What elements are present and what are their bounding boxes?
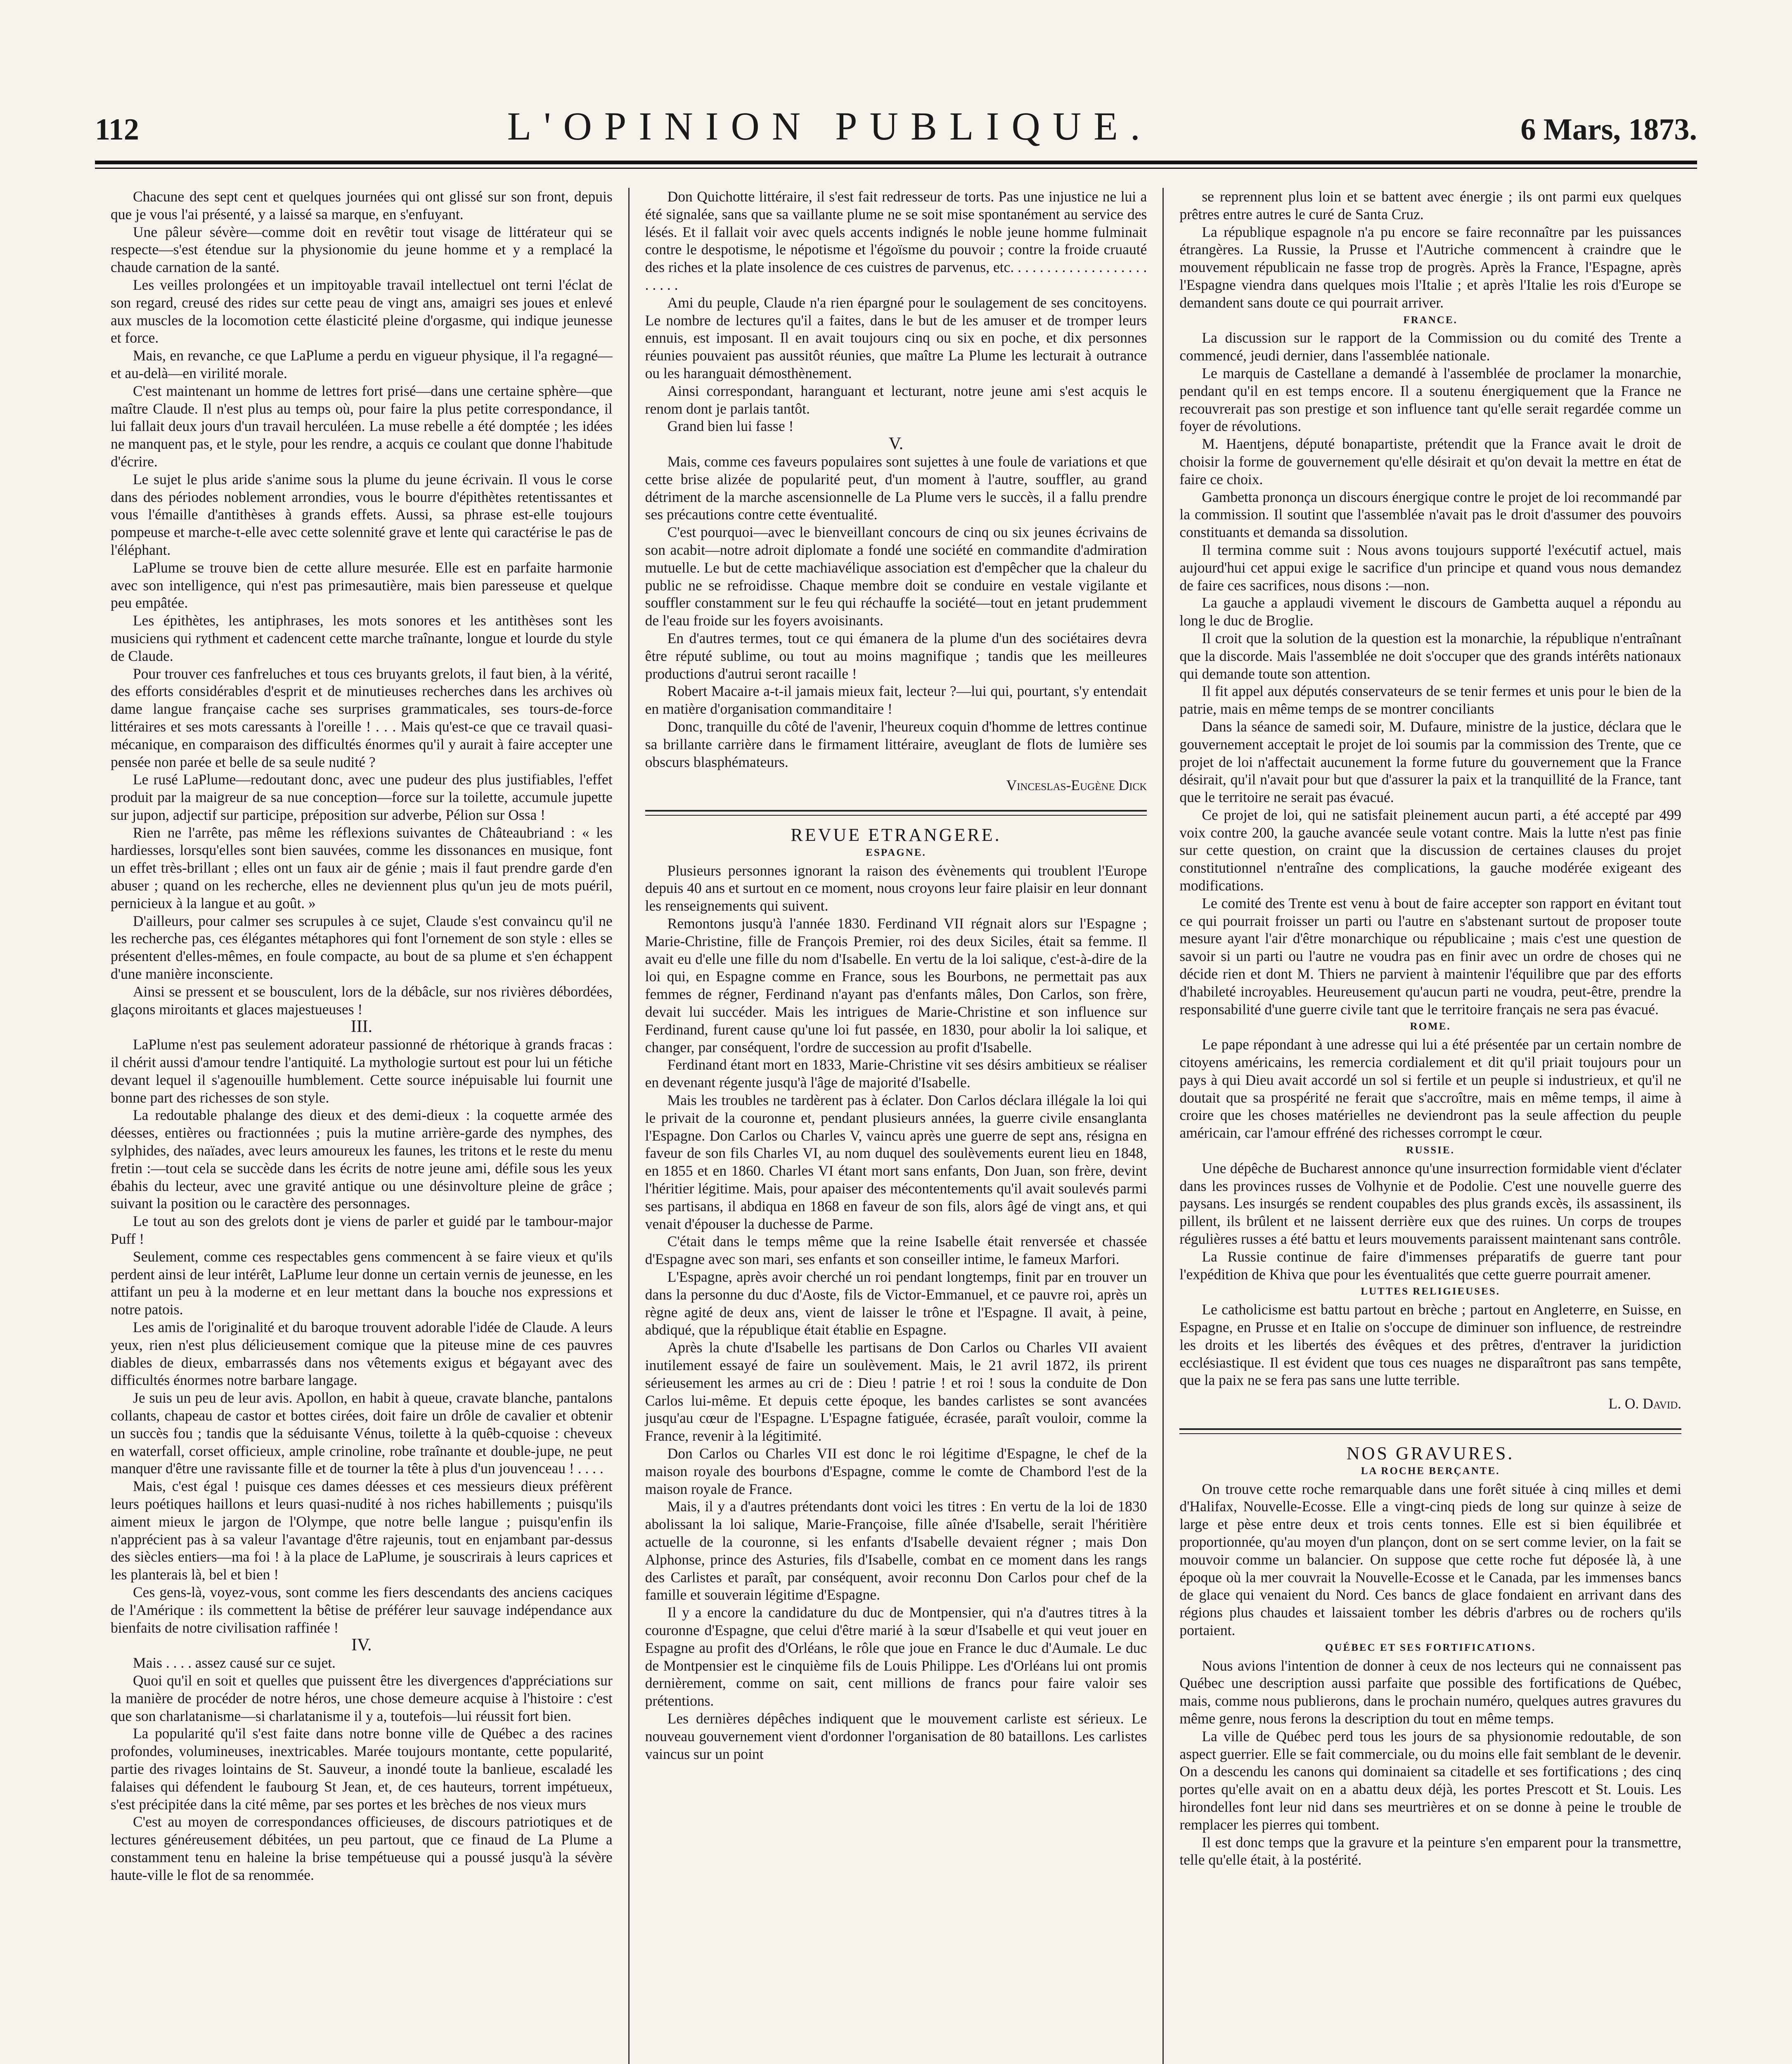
paragraph: Robert Macaire a-t-il jamais mieux fait, lecteur ?—lui qui, pourtant, s'y entendait en matière d'organisation commanditaire ! <box>645 683 1147 717</box>
section-number: III. <box>350 1017 373 1037</box>
paragraph: Rien ne l'arrête, pas même les réflexions suivantes de Châteaubriand : « les hardiesses, lorsqu'elles sont bien sauvées, comme les dissonances en musique, font un effet très-brillant ; elles ont un faux air de génie ; mais il faut prendre garde d'en abuser ; quand on les recherche, elles ne deviennent plus qu'un jeu de mots puéril, pernicieux à la langue et au goût. » <box>111 824 613 911</box>
paragraph: Seulement, comme ces respectables gens commencent à se faire vieux et qu'ils perdent ainsi de leur intérêt, LaPlume leur donne un certain vernis de jeunesse, en les attifant un peu à la moderne et en leur mettant dans la bouche nos expressions et notre patois. <box>111 1248 613 1318</box>
paragraph: La ville de Québec perd tous les jours de sa physionomie redoutable, de son aspect guerrier. Elle se fait commerciale, ou du moins elle fait semblant de le devenir. On a descendu les canons qui dominaient sa citadelle et ses fortifications ; des cinq portes qu'elle avait on en a abattu deux déjà, les portes Prescott et St. Louis. Les hirondelles font leur nid dans ses meurtrières et on se donne à peine le trouble de remplacer les pierres qui tombent. <box>1179 1728 1682 1833</box>
issue-date: 6 Mars, 1873. <box>1520 113 1697 147</box>
paragraph: Mais, il y a d'autres prétendants dont voici les titres : En vertu de la loi de 1830 abolissant la loi salique, Marie-Françoise, fille aînée d'Isabelle, serait l'héritière actuelle de la couronne, si les enfants d'Isabelle devaient régner ; mais Don Alphonse, prince des Asturies, fils d'Isabelle, combat en ce moment dans les rangs des Carlistes et paraît, par conséquent, avoir reconnu Don Carlos pour chef de la famille et souverain légitime d'Espagne. <box>645 1498 1147 1603</box>
section-heading: REVUE ETRANGERE. <box>791 825 1001 845</box>
paragraph: La redoutable phalange des dieux et des demi-dieux : la coquette armée des déesses, entières ou fractionnées ; puis la mutine arrière-garde des nymphes, des sylphides, des naïades, avec leurs amoureux les faunes, les tritons et le reste du menu fretin :—tout cela se succède dans les écrits de notre jeune ami, défile sous les yeux ébahis du lecteur, avec une gravité antique ou une désinvolture pleine de grâce ; suivant la position ou le caractère des personnages. <box>111 1107 613 1212</box>
paragraph: Nous avions l'intention de donner à ceux de nos lecteurs qui ne connaissent pas Québec une description aussi parfaite que possible des fortifications de Québec, mais, comme nous publierons, dans le prochain numéro, quelques autres gravures du même genre, nous ferons la description du tout en même temps. <box>1179 1657 1682 1727</box>
paragraph: Les épithètes, les antiphrases, les mots sonores et les antithèses sont les musiciens qui rythment et cadencent cette marche traînante, longue et lourde du style de Claude. <box>111 612 613 664</box>
paragraph: Les amis de l'originalité et du baroque trouvent adorable l'idée de Claude. A leurs yeux, rien n'est plus délicieusement comique que la piteuse mine de ces pauvres diables de dieux, embarrassés dans nos vêtements exigus et bégayant avec des difficultés énormes notre barbare langage. <box>111 1319 613 1389</box>
masthead-title: L'OPINION PUBLIQUE. <box>507 104 1153 148</box>
paragraph: C'est au moyen de correspondances officieuses, de discours patriotiques et de lectures généreusement débitées, un peu partout, que ce finaud de La Plume a constamment tenu en haleine la brise tempétueuse qui a poussé jusqu'à la sévère haute-ville le flot de sa renommée. <box>111 1813 613 1883</box>
paragraph: Il termina comme suit : Nous avons toujours supporté l'exécutif actuel, mais aujourd'hui cet appui exige le sacrifice d'un principe et quand vous nous demandez de faire ces sacrifices, nous disons :—non. <box>1179 541 1682 594</box>
paragraph: Plusieurs personnes ignorant la raison des évènements qui troublent l'Europe depuis 40 ans et surtout en ce moment, nous croyons leur faire plaisir en leur donnant les renseignements qui suivent. <box>645 862 1147 914</box>
paragraph: La république espagnole n'a pu encore se faire reconnaître par les puissances étrangères. La Russie, la Prusse et l'Autriche commencent à craindre que le mouvement républicain ne fasse trop de progrès. Après la France, l'Espagne, après l'Espagne viendra dans quelques mois l'Italie ; et après l'Italie les rois d'Europe se demandent sans doute ce qui pourrait arriver. <box>1179 223 1682 311</box>
paragraph: Il croit que la solution de la question est la monarchie, la république n'entraînant que la discorde. Mais l'assemblée ne doit s'occuper que des grands intérêts nationaux qui demande toute son attention. <box>1179 630 1682 682</box>
paragraph: Il y a encore la candidature du duc de Montpensier, qui n'a d'autres titres à la couronne d'Espagne, que celui d'être marié à la sœur d'Isabelle et qui veut jouer en Espagne au profit des d'Orléans, le rôle que joue en France le duc d'Aumale. Le duc de Montpensier est le cinquième fils de Louis Philippe. Les d'Orléans lui ont promis dernièrement, comme on sait, cent millions de francs pour faire valoir ses prétentions. <box>645 1604 1147 1709</box>
paragraph: D'ailleurs, pour calmer ses scrupules à ce sujet, Claude s'est convaincu qu'il ne les recherche pas, ces élégantes métaphores qui font l'ornement de son style : elles se présentent d'elles-mêmes, en foule compacte, au bout de sa plume et s'en échappent d'une manière inconsciente. <box>111 912 613 982</box>
paragraph: Une pâleur sévère—comme doit en revêtir tout visage de littérateur qui se respecte—s'est étendue sur la physionomie du jeune homme et y a remplacé la chaude carnation de la santé. <box>111 223 613 276</box>
paragraph: Une dépêche de Bucharest annonce qu'une insurrection formidable vient d'éclater dans les provinces russes de Volhynie et de Podolie. C'est une nouvelle guerre des paysans. Les insurgés se rendent coupables des plus grands excès, ils assassinent, ils pillent, ils brûlent et ne laissent derrière eux que des ruines. Un corps de troupes régulières russes a été battu et leurs mouvements paraissent maintenant sans contrôle. <box>1179 1160 1682 1247</box>
subsection-heading: ROME. <box>1410 1021 1451 1032</box>
paragraph: LaPlume se trouve bien de cette allure mesurée. Elle est en parfaite harmonie avec son intelligence, qui n'est pas primesautière, mais bien paresseuse et quelque peu empâtée. <box>111 559 613 611</box>
paragraph: Le comité des Trente est venu à bout de faire accepter son rapport en évitant tout ce qui pourrait froisser un parti ou l'autre en s'abstenant surtout de proposer toute mesure ayant l'air d'être monarchique ou républicaine ; mais c'est une question de savoir si un parti ou l'autre ne voudra pas en finir avec un ordre de choses qui ne décide rien et dont M. Thiers ne parvient à maintenir l'équilibre que par des efforts d'habileté incroyables. Heureusement qu'aucun parti ne voudra, peut-être, prendre la responsabilité d'une guerre civile tant que le territoire français ne sera pas évacué. <box>1179 895 1682 1018</box>
section-heading: NOS GRAVURES. <box>1346 1443 1515 1463</box>
section-divider <box>1179 1428 1681 1434</box>
column-1 <box>95 188 628 2064</box>
column-2 <box>628 188 1163 2064</box>
header-rule <box>95 161 1697 164</box>
subsection-heading: LUTTES RELIGIEUSES. <box>1361 1286 1501 1297</box>
paragraph: Le rusé LaPlume—redoutant donc, avec une pudeur des plus justifiables, l'effet produit par la maigreur de sa nue conception—force sur la toilette, accumule jupette sur jupon, adjectif sur participe, préposition sur adverbe, Pélion sur Ossa ! <box>111 771 613 823</box>
paragraph: La discussion sur le rapport de la Commission ou du comité des Trente a commencé, jeudi dernier, dans l'assemblée nationale. <box>1179 329 1682 364</box>
paragraph: se reprennent plus loin et se battent avec énergie ; ils ont parmi eux quelques prêtres entre autres le curé de Santa Cruz. <box>1179 188 1682 222</box>
paragraph: LaPlume n'est pas seulement adorateur passionné de rhétorique à grands fracas : il chérit aussi d'amour tendre l'antiquité. La mythologie surtout est pour lui un fétiche devant lequel il s'agenouille humblement. Cette source inépuisable lui fournit une bonne part des richesses de son style. <box>111 1036 613 1106</box>
paragraph: Il est donc temps que la gravure et la peinture s'en emparent pour la transmettre, telle qu'elle était, à la postérité. <box>1179 1834 1682 1868</box>
paragraph: C'était dans le temps même que la reine Isabelle était renversée et chassée d'Espagne avec son mari, ses enfants et son conseiller intime, le fameux Marfori. <box>645 1233 1147 1268</box>
paragraph: La Russie continue de faire d'immenses préparatifs de guerre tant pour l'expédition de Khiva que pour les éventualités que cette guerre pourrait amener. <box>1179 1248 1682 1283</box>
paragraph: La popularité qu'il s'est faite dans notre bonne ville de Québec a des racines profondes, volumineuses, inextricables. Marée toujours montante, cette popularité, partie des rivages lointains de St. Sauveur, a inondé toute la banlieue, escaladé les falaises qui défendent le faubourg St Jean, et, de ces hauteurs, torrent impétueux, s'est précipitée dans la cité même, par ses portes et les brèches de nos vieux murs <box>111 1725 613 1813</box>
paragraph: Il fit appel aux députés conservateurs de se tenir fermes et unis pour le bien de la patrie, mais en même temps de se montrer conciliants <box>1179 683 1682 717</box>
subsection-heading: FRANCE. <box>1403 314 1458 326</box>
author-signature: Vinceslas-Eugène Dick <box>1006 777 1147 794</box>
paragraph: Le tout au son des grelots dont je viens de parler et guidé par le tambour-major Puff ! <box>111 1213 613 1247</box>
paragraph: Le marquis de Castellane a demandé à l'assemblée de proclamer la monarchie, pendant qu'il en est temps encore. Il a soutenu énergiquement que la France ne recouvrerait pas son prestige et son influence tant qu'elle serait regardée comme un foyer de révolutions. <box>1179 365 1682 435</box>
paragraph: L'Espagne, après avoir cherché un roi pendant longtemps, finit par en trouver un dans la personne du duc d'Aoste, fils de Victor-Emmanuel, et ce pauvre roi, après un règne agité de deux ans, vient de laisser le trône et l'Espagne. Il avait, à peine, abdiqué, que la république était établie en Espagne. <box>645 1269 1147 1338</box>
paragraph: Ami du peuple, Claude n'a rien épargné pour le soulagement de ses concitoyens. Le nombre de lectures qu'il a faites, dans le but de les amuser et de tromper leurs ennuis, est imposant. Il en avait toujours cinq ou six en poche, et dix personnes réunies pouvaient pas aussitôt réunies, que maître La Plume les lecturait à outrance ou les haranguait démosthènement. <box>645 294 1147 381</box>
paragraph: Pour trouver ces fanfreluches et tous ces bruyants grelots, il faut bien, à la vérité, des efforts considérables d'esprit et de minutieuses recherches dans les archives où dame langue française cache ses surprises grammaticales, ses tours-de-force littéraires et ses mots caressants à l'oreille ! . . . Mais qu'est-ce que ce travail quasi-mécanique, en comparaison des difficultés énormes qu'il y aurait à faire accepter une pensée non parée et belle de sa seule nudité ? <box>111 665 613 770</box>
paragraph: Mais, comme ces faveurs populaires sont sujettes à une foule de variations et que cette brise alizée de popularité peut, d'un moment à l'autre, souffler, au grand détriment de la marche ascensionnelle de La Plume vers le succès, il a fallu prendre ses précautions contre cette éventualité. <box>645 453 1147 523</box>
paragraph: Grand bien lui fasse ! <box>667 418 794 435</box>
section-number: V. <box>888 434 904 454</box>
paragraph: Ainsi correspondant, haranguant et lecturant, notre jeune ami s'est acquis le renom dont je parlais tantôt. <box>645 382 1147 417</box>
subsection-heading: LA ROCHE BERÇANTE. <box>1361 1465 1500 1477</box>
paragraph: M. Haentjens, député bonapartiste, prétendit que la France avait le droit de choisir la forme de gouvernement qu'elle désirait et qu'on devait la mettre en état de faire ce choix. <box>1179 436 1682 488</box>
paragraph: Donc, tranquille du côté de l'avenir, l'heureux coquin d'homme de lettres continue sa brillante carrière dans le firmament littéraire, aveuglant de flots de lumière ses obscurs blasphémateurs. <box>645 718 1147 770</box>
paragraph: Les dernières dépêches indiquent que le mouvement carliste est sérieux. Le nouveau gouvernement vient d'ordonner l'organisation de 80 bataillons. Les carlistes vaincus sur un point <box>645 1710 1147 1762</box>
paragraph: Les veilles prolongées et un impitoyable travail intellectuel ont terni l'éclat de son regard, creusé des rides sur cette peau de vingt ans, amaigri ses joues et enlevé aux muscles de la locomotion cette élasticité pleine d'orgasme, qui indique jeunesse et force. <box>111 276 613 346</box>
paragraph: Quoi qu'il en soit et quelles que puissent être les divergences d'appréciations sur la manière de procéder de notre héros, une chose demeure acquise à l'histoire : c'est que son charlatanisme—si charlatanisme il y a, toutefois—lui réussit fort bien. <box>111 1672 613 1724</box>
paragraph: Don Carlos ou Charles VII est donc le roi légitime d'Espagne, le chef de la maison royale des bourbons d'Espagne, comme le comte de Chambord l'est de la maison royale de France. <box>645 1445 1147 1497</box>
column-3 <box>1162 188 1697 2064</box>
paragraph: C'est maintenant un homme de lettres fort prisé—dans une certaine sphère—que maître Claude. Il n'est plus au temps où, pour faire la plus petite correspondance, il lui fallait deux jours d'un travail herculéen. La muse rebelle a été domptée ; les idées ne manquent pas, et le style, pour les rendre, a acquis ce coulant que donne l'habitude d'écrire. <box>111 382 613 470</box>
paragraph: Mais, c'est égal ! puisque ces dames déesses et ces messieurs dieux préfèrent leurs poétiques haillons et leurs quasi-nudité à nos riches habillements ; puisqu'ils aiment mieux le jargon de l'Olympe, que notre belle langue ; puisqu'enfin ils n'apprécient pas à sa valeur l'avantage d'être rajeunis, tout en enjambant par-dessus des siècles entiers—ma foi ! à la place de LaPlume, je souscrirais à leurs caprices et les planterais là, bel et bien ! <box>111 1478 613 1583</box>
paragraph: Mais . . . . assez causé sur ce sujet. <box>133 1655 336 1671</box>
paragraph: Après la chute d'Isabelle les partisans de Don Carlos ou Charles VII avaient inutilement essayé de faire un soulèvement. Mais, le 21 avril 1872, ils prirent sérieusement les armes au cri de : Dieu ! patrie ! et roi ! sous la conduite de Don Carlos lui-même. Et depuis cette époque, les bandes carlistes se sont avancées jusqu'au cœur de l'Espagne. L'Espagne fatiguée, écrasée, paraît vouloir, comme la France, revenir à la légitimité. <box>645 1339 1147 1444</box>
author-signature: L. O. David. <box>1608 1395 1682 1412</box>
paragraph: Remontons jusqu'à l'année 1830. Ferdinand VII régnait alors sur l'Espagne ; Marie-Christine, fille de François Premier, roi des deux Siciles, était sa femme. Il avait eu d'elle une fille du nom d'Isabelle. En vertu de la loi salique, c'est-à-dire de la loi qui, en Espagne comme en France, sous les Bourbons, ne permettait pas aux femmes de régner, Ferdinand n'ayant pas d'enfants mâles, Don Carlos, son frère, devait lui succéder. Mais les intrigues de Marie-Christine et son influence sur Ferdinand, furent cause qu'une loi fut passée, en 1830, pour abolir la loi salique, et changer, par conséquent, l'ordre de succession au profit d'Isabelle. <box>645 915 1147 1056</box>
subsection-heading: RUSSIE. <box>1406 1145 1455 1156</box>
paragraph: Ces gens-là, voyez-vous, sont comme les fiers descendants des anciens caciques de l'Amérique : ils commettent la bêtise de préférer leur sauvage indépendance aux bienfaits de notre civilisation raffinée ! <box>111 1584 613 1636</box>
columns <box>95 188 1697 2064</box>
paragraph: Ce projet de loi, qui ne satisfait pleinement aucun parti, a été accepté par 499 voix contre 200, la gauche avancée seule votant contre. Mais la lutte n'est pas finie sur cette question, on craint que la discussion de certaines clauses du projet constitutionnel n'entraîne des complications, la gauche modérée exigeant des modifications. <box>1179 806 1682 894</box>
paragraph: Ainsi se pressent et se bousculent, lors de la débâcle, sur nos rivières débordées, glaçons miroitants et glaces majestueuses ! <box>111 983 613 1018</box>
paragraph: Chacune des sept cent et quelques journées qui ont glissé sur son front, depuis que je vous l'ai présenté, y a laissé sa marque, en s'enfuyant. <box>111 188 613 222</box>
header-rule-thin <box>95 168 1697 169</box>
paragraph: Ferdinand étant mort en 1833, Marie-Christine vit ses désirs ambitieux se réaliser en devenant régente jusqu'à l'âge de majorité d'Isabelle. <box>645 1056 1147 1091</box>
page-header <box>95 103 1697 149</box>
paragraph: Mais les troubles ne tardèrent pas à éclater. Don Carlos déclara illégale la loi qui le privait de la couronne et, pendant plusieurs années, la guerre civile ensanglanta l'Espagne. Don Carlos ou Charles V, vaincu après une guerre de sept ans, résigna en faveur de son fils Charles VI, au nom duquel des soulèvements eurent lieu en 1848, en 1855 et en 1860. Charles VI étant mort sans enfants, Don Juan, son frère, devint l'héritier légitime. Mais, pour apaiser des mécontentements qu'il avait soulevés parmi ses partisans, il abdiqua en 1868 en faveur de son fils, alors âgé de vingt ans, et qui venait d'épouser la duchesse de Parme. <box>645 1092 1147 1232</box>
section-divider <box>645 810 1147 816</box>
paragraph: Don Quichotte littéraire, il s'est fait redresseur de torts. Pas une injustice ne lui a été signalée, sans que sa vaillante plume ne se soit mise spontanément au service des lésés. Et il fallait voir avec quels accents indignés le noble jeune homme fulminait contre le despotisme, le népotisme et l'égoïsme du pouvoir ; contre la froide cruauté des riches et la plate insolence de ces cuistres de parvenus, etc. . . . . . . . . . . . . . . . . . . . . . . . <box>645 188 1147 293</box>
paragraph: Le catholicisme est battu partout en brèche ; partout en Angleterre, en Suisse, en Espagne, en Prusse et en Italie on s'occupe de diminuer son influence, de restreindre les droits et les libertés des évêques et des prêtres, d'entraver la juridiction ecclésiastique. Il est évident que tous ces nuages ne disparaîtront pas sans tempête, que la paix ne se fera pas sans une lutte terrible. <box>1179 1301 1682 1389</box>
paragraph: Mais, en revanche, ce que LaPlume a perdu en vigueur physique, il l'a regagné—et au-delà—en virilité morale. <box>111 347 613 381</box>
paragraph: Le sujet le plus aride s'anime sous la plume du jeune écrivain. Il vous le corse dans des périodes noblement arrondies, vous le bourre d'épithètes retentissantes et vous l'émaille d'antithèses à grands effets. Aussi, sa phrase est-elle toujours pompeuse et marche-t-elle avec cette solennité grave et lente qui caractérise le pas de l'éléphant. <box>111 471 613 558</box>
paragraph: En d'autres termes, tout ce qui émanera de la plume d'un des sociétaires devra être réputé sublime, ou tout au moins magnifique ; tandis que les meilleures productions d'autrui seront racaille ! <box>645 630 1147 682</box>
paragraph: Le pape répondant à une adresse qui lui a été présentée par un certain nombre de citoyens américains, les remercia cordialement et dit qu'il priait toujours pour un pays à qui Dieu avait accordé un sol si fertile et un peuple si industrieux, et qu'il ne doutait que sa prospérité ne ferait que s'accroître, mais en même temps, il aime à croire que les choses matérielles ne deviendront pas la seule affection du peuple américain, car l'amour effréné des richesses corrompt le cœur. <box>1179 1036 1682 1141</box>
page-number: 112 <box>95 113 139 147</box>
paragraph: On trouve cette roche remarquable dans une forêt située à cinq milles et demi d'Halifax, Nouvelle-Ecosse. Elle a vingt-cinq pieds de long sur quinze à seize de large et pèse entre deux et trois cents tonnes. Elle est si bien équilibrée et proportionnée, qu'au moyen d'un plançon, dont on se sert comme levier, on la fait se mouvoir comme un balancier. On suppose que cette roche fut déposée là, à une époque où la mer couvrait la Nouvelle-Ecosse et le Canada, par les immenses bancs de glace qui venaient du Nord. Ces bancs de glace fondaient en arrivant dans des régions plus chaudes et laissaient tomber les débris d'arbres ou de rochers qu'ils portaient. <box>1179 1480 1682 1638</box>
paragraph: C'est pourquoi—avec le bienveillant concours de cinq ou six jeunes écrivains de son acabit—notre adroit diplomate a fondé une société en commandite d'admiration mutuelle. Le but de cette machiavélique association est d'empêcher que la chaleur du public ne se refroidisse. Chaque membre doit se conduire en vestale vigilante et souffler constamment sur le feu qui réchauffe la société—tout en jetant prudemment de l'eau froide sur les foyers avoisinants. <box>645 524 1147 629</box>
paragraph: Dans la séance de samedi soir, M. Dufaure, ministre de la justice, déclara que le gouvernement acceptait le projet de loi soumis par la commission des Trente, que ce projet de loi n'affectait aucunement la forme future du gouvernement que la France désirait, qu'il n'avait pour but que d'assurer la paix et la tranquillité de la France, tant que le territoire ne serait pas évacué. <box>1179 718 1682 806</box>
subsection-heading: ESPAGNE. <box>866 847 926 858</box>
paragraph: La gauche a applaudi vivement le discours de Gambetta auquel a répondu au long le duc de Broglie. <box>1179 594 1682 629</box>
subsection-heading: QUÉBEC ET SES FORTIFICATIONS. <box>1325 1642 1536 1653</box>
paragraph: Je suis un peu de leur avis. Apollon, en habit à queue, cravate blanche, pantalons collants, chapeau de castor et bottes cirées, doit faire un drôle de cavalier et obtenir un succès fou ; tandis que la séduisante Vénus, toilette à la quêb-cquoise : cheveux en waterfall, corset officieux, ample crinoline, robe traînante et double-jupe, ne peut manquer d'être une ravissante fille et de tourner la tête à plus d'un jouvenceau ! . . . . <box>111 1389 613 1477</box>
section-number: IV. <box>351 1636 372 1655</box>
paragraph: Gambetta prononça un discours énergique contre le projet de loi recommandé par la commission. Il soutint que l'assemblée n'avait pas le droit d'assumer des pouvoirs constituants et demanda sa dissolution. <box>1179 488 1682 541</box>
